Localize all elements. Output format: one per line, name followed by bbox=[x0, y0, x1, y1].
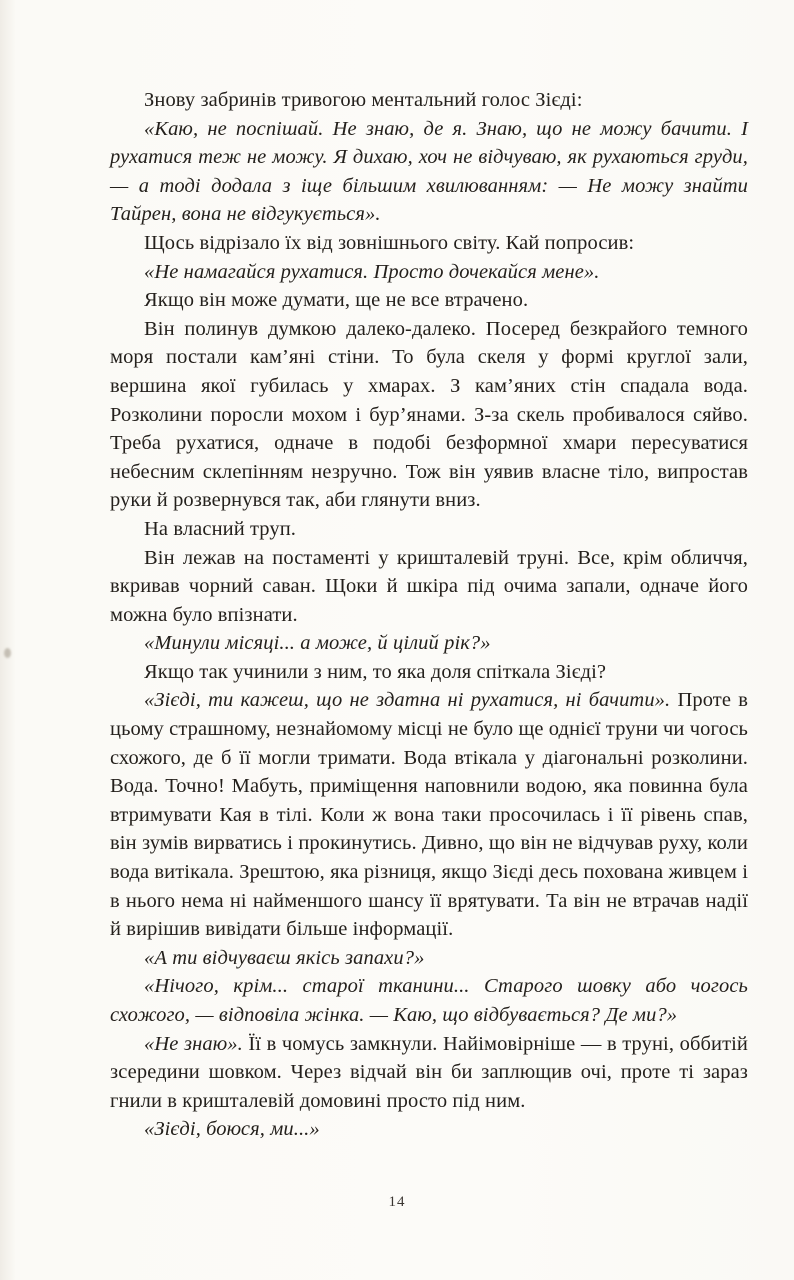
paragraph bbox=[110, 286, 748, 315]
paragraph bbox=[110, 86, 748, 115]
paragraph bbox=[110, 1115, 748, 1144]
text-run: «Зієді, ти кажеш, що не здатна ні рухатися, ні бачити». bbox=[144, 689, 671, 712]
paragraph bbox=[110, 629, 748, 658]
text-run: «Нічого, крім... старої тканини... Старого шовку або чогось схожого, — відповіла жінка. — Каю, що відбувається? Де ми?» bbox=[110, 975, 748, 1026]
page-number: 14 bbox=[388, 1194, 406, 1210]
text-run: «Минули місяці... а може, й цілий рік?» bbox=[144, 632, 491, 655]
text-run: На власний труп. bbox=[144, 517, 297, 540]
text-run: Щось відрізало їх від зовнішнього світу. Кай попросив: bbox=[144, 231, 635, 254]
text-run: Її в чомусь замкнули. Найімовірніше — в труні, оббитій зсередини шовком. Через відчай він би заплющив очі, проте ті зараз гнили в кришталевій домовині просто під ним. bbox=[110, 1032, 748, 1112]
paragraph bbox=[110, 686, 748, 943]
text-block bbox=[110, 86, 748, 1144]
text-run: Проте в цьому страшному, незнайомому місці не було ще однієї труни чи чогось схожого, де б її могли тримати. Вода втікала у діагональні розколини. Вода. Точно! Мабуть, приміщення наповнили водою, яка повинна була втримувати Кая в тілі. Коли ж вона таки просочилась і її рівень спав, він зумів вирватись і прокинутись. Дивно, що він не відчував руху, коли вода витікала. Зрештою, яка різниця, якщо Зієді десь похована живцем і в нього нема ні найменшого шансу її врятувати. Та він не втрачав надії й вирішив вивідати більше інформації. bbox=[110, 689, 748, 941]
paragraph bbox=[110, 229, 748, 258]
paragraph bbox=[110, 258, 748, 287]
paragraph bbox=[110, 972, 748, 1029]
text-run: Він полинув думкою далеко-далеко. Посеред безкрайого темного моря постали кам’яні стіни. То була скеля у формі круглої зали, вершина якої губилась у хмарах. З кам’яних стін спадала вода. Розколини поросли мохом і бур’янами. З-за скель пробивалося сяйво. Треба рухатися, одначе в подобі безформної хмари пересуватися небесним склепінням незручно. Тож він уявив власне тіло, випростав руки й розвернувся так, аби глянути вниз. bbox=[110, 317, 748, 512]
text-run: «Зієді, боюся, ми...» bbox=[144, 1118, 320, 1141]
paragraph bbox=[110, 1030, 748, 1116]
text-run: Якщо так учинили з ним, то яка доля спіткала Зієді? bbox=[144, 660, 607, 683]
text-run: «Каю, не поспішай. Не знаю, де я. Знаю, що не можу бачити. І рухатися теж не можу. Я дихаю, хоч не відчуваю, як рухаються груди, — а тоді додала з іще більшим хвилюванням: — Не можу знайти Тайрен, вона не відгукується». bbox=[110, 117, 748, 226]
text-run: «А ти відчуваєш якісь запахи?» bbox=[144, 946, 425, 969]
scan-speck bbox=[4, 648, 11, 658]
paragraph bbox=[110, 315, 748, 515]
text-run: «Не знаю». bbox=[144, 1032, 243, 1055]
text-run: Він лежав на постаменті у кришталевій труні. Все, крім обличчя, вкривав чорний саван. Щоки й шкіра під очима запали, одначе його можна було впізнати. bbox=[110, 546, 748, 626]
text-run: Якщо він може думати, ще не все втрачено. bbox=[144, 289, 529, 312]
text-run: «Не намагайся рухатися. Просто дочекайся мене». bbox=[144, 260, 600, 283]
paragraph bbox=[110, 115, 748, 229]
paragraph bbox=[110, 544, 748, 630]
paragraph bbox=[110, 515, 748, 544]
paragraph bbox=[110, 944, 748, 973]
paragraph bbox=[110, 658, 748, 687]
text-run: Знову забринів тривогою ментальний голос Зієді: bbox=[144, 89, 583, 111]
